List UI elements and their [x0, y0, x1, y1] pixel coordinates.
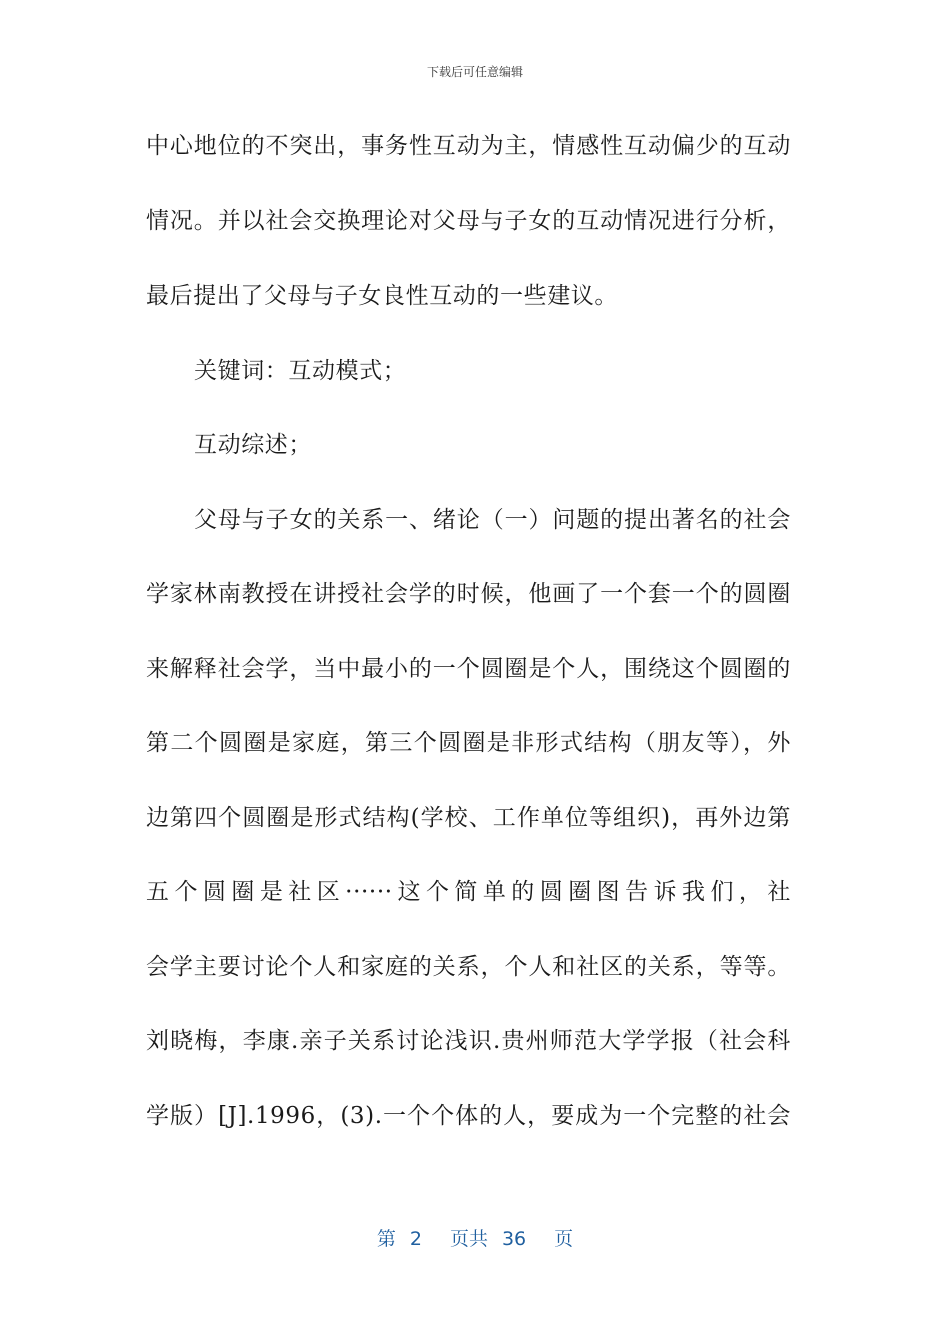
- footer-middle: 页共: [449, 1228, 488, 1250]
- body-line-11: 五个圆圈是社区······这个简单的圆圈图告诉我们，社: [146, 879, 791, 905]
- body-line-13: 刘晓梅，李康.亲子关系讨论浅识.贵州师范大学学报（社会科: [146, 1028, 791, 1054]
- body-line-7: 学家林南教授在讲授社会学的时候，他画了一个套一个的圆圈: [146, 581, 791, 607]
- footer-total-pages: 36: [501, 1228, 527, 1250]
- body-line-1: 中心地位的不突出，事务性互动为主，情感性互动偏少的互动: [146, 133, 791, 159]
- body-line-2: 情况。并以社会交换理论对父母与子女的互动情况进行分析，: [146, 208, 791, 234]
- body-line-9: 第二个圆圈是家庭，第三个圆圈是非形式结构（朋友等），外: [146, 730, 791, 756]
- body-line-14: 学版）[J].1996，(3).一个个体的人，要成为一个完整的社会: [146, 1103, 791, 1129]
- body-line-12: 会学主要讨论个人和家庭的关系，个人和社区的关系，等等。: [146, 954, 791, 980]
- keywords-line-2: 互动综述；: [194, 432, 312, 458]
- footer-page-number: 2: [409, 1228, 422, 1250]
- body-line-3: 最后提出了父母与子女良性互动的一些建议。: [146, 283, 618, 309]
- keywords-line: 关键词：互动模式；: [194, 358, 407, 384]
- footer-prefix: 第: [376, 1228, 396, 1250]
- page-footer: [0, 1226, 950, 1252]
- body-line-6: 父母与子女的关系一、绪论（一）问题的提出著名的社会: [194, 507, 791, 533]
- page-header-note: 下载后可任意编辑: [426, 65, 523, 79]
- body-line-10: 边第四个圆圈是形式结构(学校、工作单位等组织)，再外边第: [146, 805, 791, 831]
- footer-suffix: 页: [554, 1228, 574, 1250]
- body-line-8: 来解释社会学，当中最小的一个圆圈是个人，围绕这个圆圈的: [146, 656, 791, 682]
